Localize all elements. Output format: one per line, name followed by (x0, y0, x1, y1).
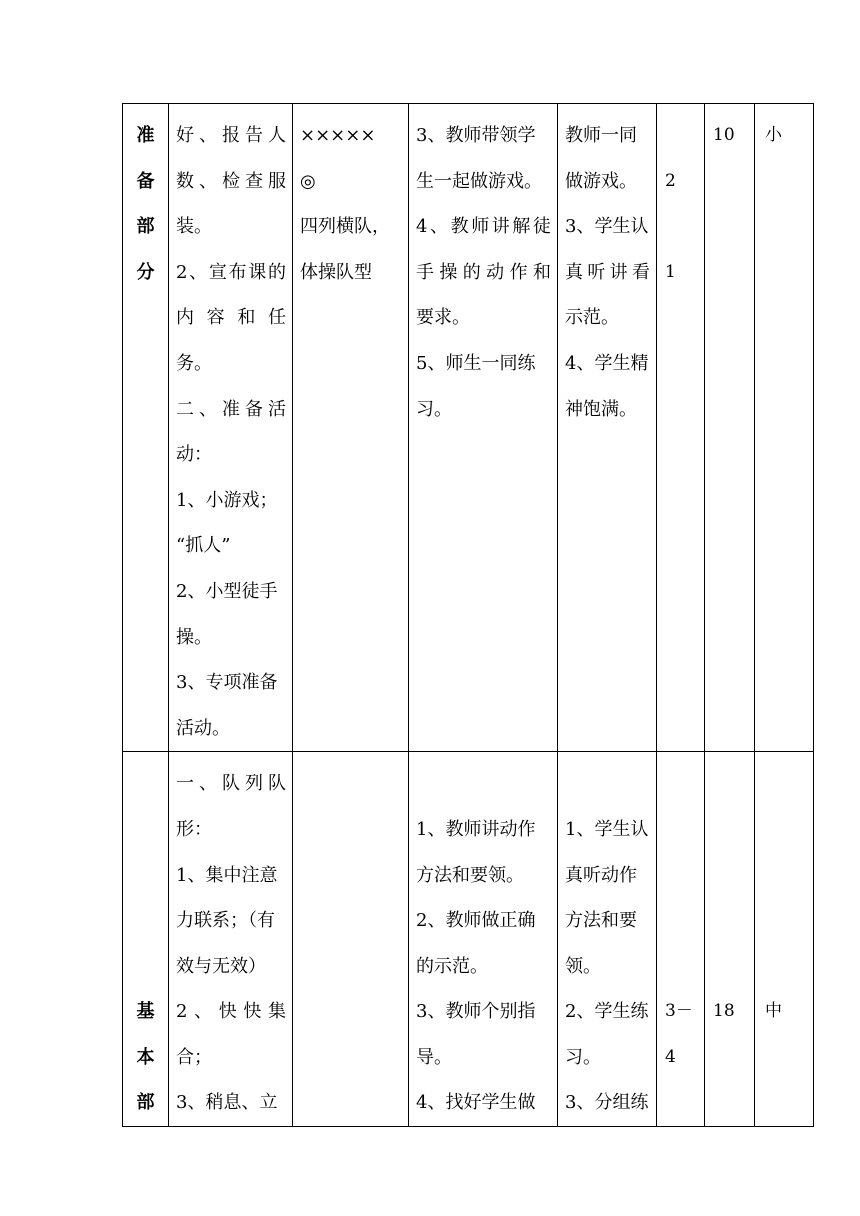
content-line: 3、专项准备 (176, 672, 278, 694)
times-line (665, 113, 704, 159)
intensity-value: 小 (765, 125, 782, 145)
student-line: 神饱满。 (565, 398, 637, 420)
section-char: 分 (136, 261, 155, 283)
teacher-line: 的示范。 (416, 955, 488, 977)
section-char: 部 (136, 1092, 155, 1114)
teacher-line: 5、师生一同练 (416, 352, 536, 374)
content-line: 好 、 报 告 人 (176, 125, 286, 146)
times-cell (657, 104, 705, 752)
duration-value: 10 (713, 125, 735, 145)
times-line (665, 204, 704, 250)
student-line: 习。 (565, 1046, 601, 1068)
duration-value: 18 (713, 1001, 735, 1022)
teacher-line: 手 操 的 动 作 和 (416, 261, 551, 283)
teacher-activity-cell (409, 104, 558, 752)
section-char: 基 (136, 1001, 155, 1023)
teacher-line: 1、教师讲动作 (416, 818, 536, 840)
times-value: 3－ (665, 1001, 693, 1022)
student-line: 教师一同 (565, 125, 637, 146)
student-line: 做游戏。 (565, 170, 637, 192)
section-cell (123, 104, 169, 752)
student-line: 真 听 讲 看 (565, 261, 650, 283)
content-line: 形： (176, 818, 212, 840)
student-line: 3、学生认 (565, 216, 649, 238)
content-cell (169, 752, 293, 1127)
section-char: 部 (136, 216, 155, 238)
formation-line: ××××× (300, 125, 376, 146)
student-line: 4、学生精 (565, 352, 649, 374)
table-row-main (123, 752, 814, 1127)
formation-cell (293, 752, 409, 1127)
student-line: 3、分组练 (565, 1092, 649, 1114)
content-line: 操。 (176, 626, 212, 648)
formation-line: 体操队型 (300, 261, 372, 283)
content-line: “抓人” (176, 535, 231, 557)
content-line: 活动。 (176, 717, 230, 739)
student-line: 领。 (565, 955, 601, 977)
duration-cell (705, 752, 755, 1127)
teacher-line: 2、教师做正确 (416, 910, 536, 932)
table-row-preparation (123, 104, 814, 752)
times-value: 2 (665, 170, 676, 191)
student-line: 示范。 (565, 307, 619, 329)
content-line: 务。 (176, 352, 212, 374)
content-cell (169, 104, 293, 752)
section-char: 本 (136, 1046, 155, 1068)
content-line: 一 、 队 列 队 (176, 773, 286, 795)
times-value: 4 (665, 1046, 676, 1067)
lesson-plan-table (122, 103, 814, 1127)
teacher-line: 要求。 (416, 307, 470, 329)
intensity-cell (755, 752, 814, 1127)
student-line: 真听动作 (565, 864, 637, 886)
content-line: 1、集中注意 (176, 864, 278, 886)
teacher-line: 3、教师个别指 (416, 1001, 536, 1023)
content-line: 力联系；（有 (176, 910, 275, 932)
section-char: 准 (136, 125, 155, 146)
teacher-line: 习。 (416, 398, 452, 420)
content-line: 1、小游戏； (176, 489, 278, 511)
content-line: 2、小型徒手 (176, 580, 278, 602)
teacher-activity-cell (409, 752, 558, 1127)
content-line: 动： (176, 444, 212, 466)
student-line: 方法和要 (565, 910, 637, 932)
times-cell (657, 752, 705, 1127)
student-line: 2、学生练 (565, 1001, 649, 1023)
content-line: 合； (176, 1046, 212, 1068)
student-line: 1、学生认 (565, 818, 649, 840)
student-activity-cell (558, 752, 657, 1127)
content-line: 内 容 和 任 (176, 307, 286, 329)
teacher-line: 4 、 教 师 讲 解 徒 (416, 216, 551, 238)
content-line: 2 、 宣 布 课 的 (176, 261, 286, 283)
duration-cell (705, 104, 755, 752)
teacher-line: 生一起做游戏。 (416, 170, 542, 192)
content-line: 数 、 检 查 服 (176, 170, 286, 192)
formation-line: 四列横队， (300, 216, 390, 238)
intensity-cell (755, 104, 814, 752)
teacher-line: 4、找好学生做 (416, 1092, 536, 1114)
content-line: 装。 (176, 216, 212, 238)
times-value: 1 (665, 261, 676, 282)
formation-cell (293, 104, 409, 752)
student-activity-cell (558, 104, 657, 752)
section-cell (123, 752, 169, 1127)
section-char: 备 (136, 170, 155, 192)
content-line: 3、稍息、立 (176, 1092, 278, 1114)
content-line: 2 、 快 快 集 (176, 1001, 286, 1023)
content-line: 二 、 准 备 活 (176, 398, 286, 420)
content-line: 效与无效） (176, 955, 266, 977)
formation-line: ◎ (300, 170, 316, 192)
teacher-line: 导。 (416, 1046, 452, 1068)
intensity-value: 中 (765, 1001, 782, 1022)
teacher-line: 方法和要领。 (416, 864, 524, 886)
teacher-line: 3、教师带领学 (416, 125, 536, 146)
